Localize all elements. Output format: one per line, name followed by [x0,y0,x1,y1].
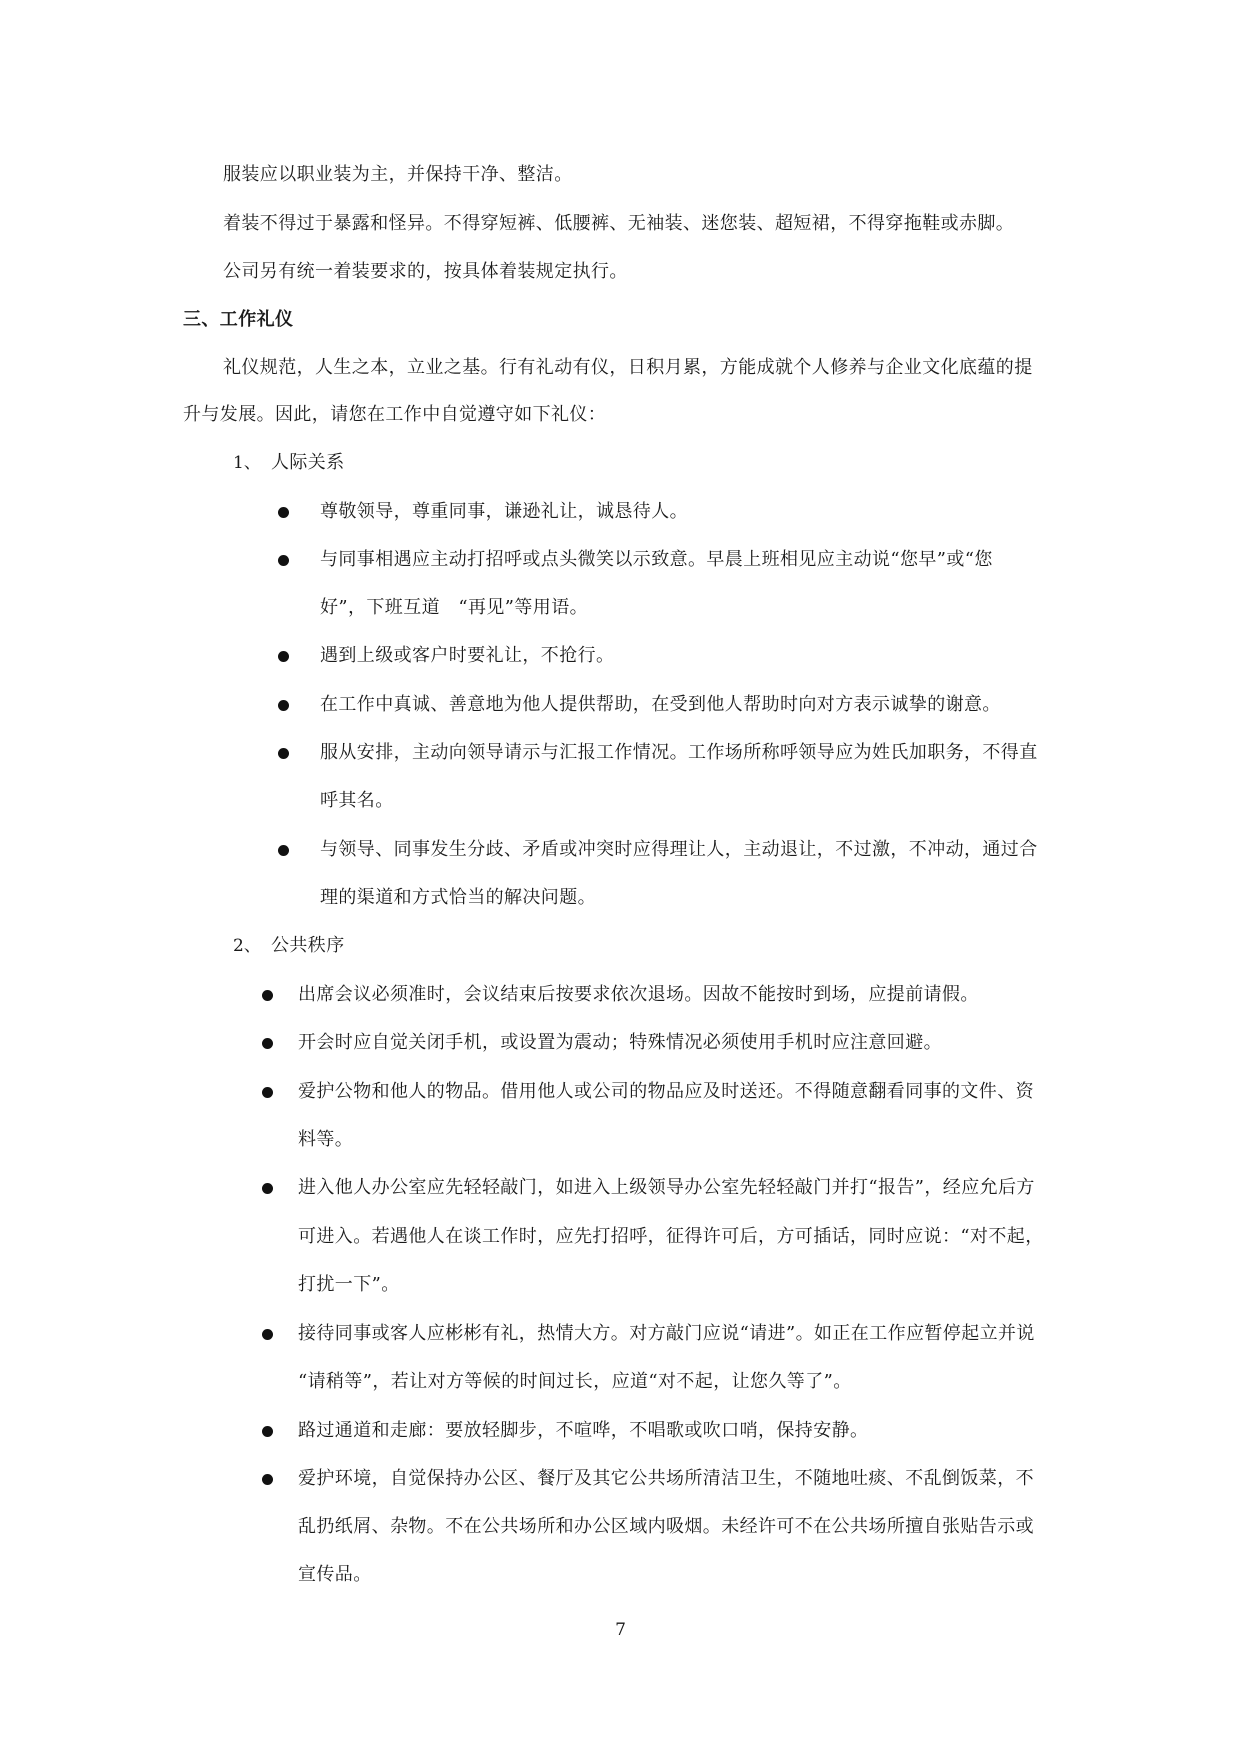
bullet-icon [262,1426,273,1437]
list-item: 在工作中真诚、善意地为他人提供帮助，在受到他人帮助时向对方表示诚挚的谢意。 [320,694,1001,715]
subsection-number: 2、 [233,936,261,956]
list-item: 与领导、同事发生分歧、矛盾或冲突时应得理让人，主动退让，不过激，不冲动，通过合 [320,839,1038,860]
bullet-icon [278,555,289,566]
list-item-continuation: 可进入。若遇他人在谈工作时，应先打招呼，征得许可后，方可插话，同时应说：“对不起， [298,1226,1044,1247]
bullet-icon [278,651,289,662]
list-item-continuation: 理的渠道和方式恰当的解决问题。 [320,887,596,908]
intro-line: 服装应以职业装为主，并保持干净、整洁。 [223,164,573,185]
list-item: 接待同事或客人应彬彬有礼，热情大方。对方敲门应说“请进”。如正在工作应暂停起立并说 [298,1323,1035,1344]
list-item-continuation: 料等。 [298,1129,354,1150]
list-item-continuation: 乱扔纸屑、杂物。不在公共场所和办公区域内吸烟。未经许可不在公共场所擅自张贴告示或 [298,1516,1034,1537]
list-item: 进入他人办公室应先轻轻敲门，如进入上级领导办公室先轻轻敲门并打“报告”，经应允后方 [298,1177,1035,1198]
intro-line: 公司另有统一着装要求的，按具体着装规定执行。 [223,261,628,282]
list-item: 尊敬领导，尊重同事，谦逊礼让，诚恳待人。 [320,501,688,522]
list-item: 出席会议必须准时，会议结束后按要求依次退场。因故不能按时到场，应提前请假。 [298,984,979,1005]
list-item: 爱护公物和他人的物品。借用他人或公司的物品应及时送还。不得随意翻看同事的文件、资 [298,1081,1034,1102]
list-item: 路过通道和走廊：要放轻脚步，不喧哗，不唱歌或吹口哨，保持安静。 [298,1420,869,1441]
bullet-icon [262,990,273,1001]
subsection-number: 1、 [233,453,261,473]
bullet-icon [262,1087,273,1098]
intro-line: 着装不得过于暴露和怪异。不得穿短裤、低腰裤、无袖装、迷您装、超短裙，不得穿拖鞋或赤脚。 [223,213,1015,234]
list-item: 爱护环境，自觉保持办公区、餐厅及其它公共场所清洁卫生，不随地吐痰、不乱倒饭菜，不 [298,1468,1034,1489]
list-item-continuation: “请稍等”，若让对方等候的时间过长，应道“对不起，让您久等了”。 [298,1371,852,1392]
list-item-continuation: 呼其名。 [320,790,394,811]
bullet-icon [278,700,289,711]
page-number: 7 [615,1620,626,1640]
bullet-icon [262,1329,273,1340]
list-item-continuation: 宣传品。 [298,1564,372,1585]
bullet-icon [262,1183,273,1194]
list-item: 开会时应自觉关闭手机，或设置为震动；特殊情况必须使用手机时应注意回避。 [298,1032,942,1053]
section-heading: 三、工作礼仪 [183,309,294,330]
bullet-icon [262,1038,273,1049]
list-item: 服从安排，主动向领导请示与汇报工作情况。工作场所称呼领导应为姓氏加职务，不得直 [320,742,1038,763]
list-item-continuation: 打扰一下”。 [298,1274,400,1295]
subsection-title: 人际关系 [271,452,345,473]
subsection-title: 公共秩序 [271,935,345,956]
list-item-continuation: 好”，下班互道 “再见”等用语。 [320,597,589,618]
section-intro-line: 升与发展。因此，请您在工作中自觉遵守如下礼仪： [183,404,607,425]
bullet-icon [278,845,289,856]
section-intro-line: 礼仪规范，人生之本，立业之基。行有礼动有仪，日积月累，方能成就个人修养与企业文化底蕴的提 [223,357,1033,378]
list-item: 遇到上级或客户时要礼让，不抢行。 [320,645,615,666]
bullet-icon [278,748,289,759]
bullet-icon [262,1474,273,1485]
bullet-icon [278,507,289,518]
list-item: 与同事相遇应主动打招呼或点头微笑以示致意。早晨上班相见应主动说“您早”或“您 [320,549,993,570]
